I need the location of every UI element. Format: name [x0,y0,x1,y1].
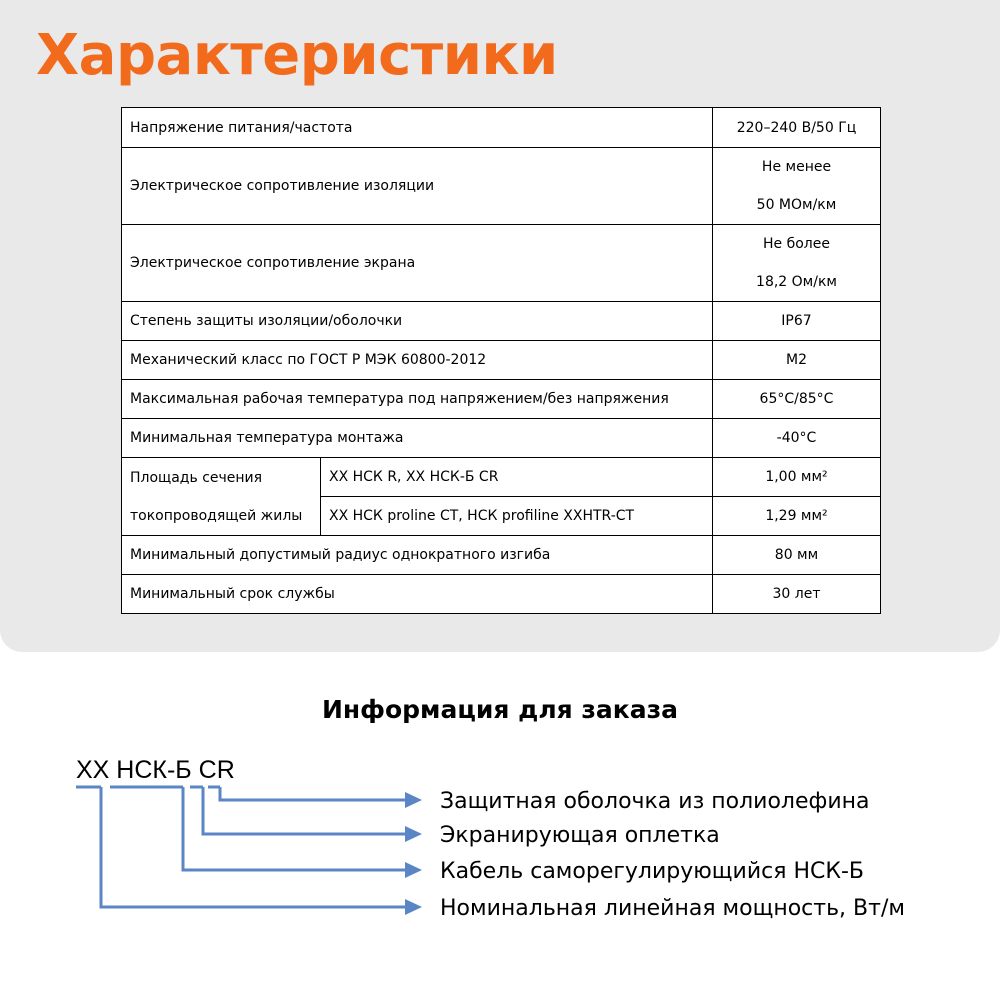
cable-model: ХХ НСК R, ХХ НСК-Б CR [321,458,713,497]
spec-value: 1,29 мм² [713,497,881,536]
spec-label: Электрическое сопротивление изоляции [122,148,713,225]
arrow-head-icon [405,862,422,878]
spec-label: Минимальная температура монтажа [122,419,713,458]
spec-value-line: Не менее [761,159,832,175]
legend-cable: Кабель саморегулирующийся НСК-Б [440,859,864,884]
spec-value-line: 18,2 Ом/км [756,274,837,290]
legend-braid: Экранирующая оплетка [440,823,720,848]
spec-label: Механический класс по ГОСТ Р МЭК 60800-2012 [122,341,713,380]
legend-sheath: Защитная оболочка из полиолефина [440,789,870,814]
connector-line-power [101,787,408,907]
spec-value: 65°С/85°С [713,380,881,419]
spec-value: -40°С [713,419,881,458]
order-code: ХХ НСК-Б CR [76,756,235,784]
spec-value: 30 лет [713,575,881,614]
legend-power: Номинальная линейная мощность, Вт/м [440,896,905,921]
spec-value: IP67 [713,302,881,341]
spec-label: Минимальный срок службы [122,575,713,614]
spec-label: Степень защиты изоляции/оболочки [122,302,713,341]
spec-label: Электрическое сопротивление экрана [122,225,713,302]
spec-value: 80 мм [713,536,881,575]
spec-label: Минимальный допустимый радиус однократного изгиба [122,536,713,575]
connector-line-braid [203,787,408,834]
cross-section-label-line: токопроводящей жилы [130,507,303,524]
spec-value-line: Не более [763,236,830,252]
arrow-head-icon [405,826,422,842]
connector-line-sheath [220,787,408,800]
spec-value-line: 50 МОм/км [756,197,837,213]
arrow-head-icon [405,899,422,915]
spec-label: Напряжение питания/частота [122,108,713,148]
spec-value: 1,00 мм² [713,458,881,497]
spec-value: М2 [713,341,881,380]
spec-value: 220–240 В/50 Гц [713,108,881,148]
spec-label: Максимальная рабочая температура под напряжением/без напряжения [122,380,713,419]
arrow-head-icon [405,792,422,808]
order-info-title: Информация для заказа [321,695,679,724]
cable-model: ХХ НСК proline CT, НСК profiline XXHTR-CT [321,497,713,536]
cross-section-label-line: Площадь сечения [130,469,263,486]
page-title: Характеристики [36,23,558,88]
